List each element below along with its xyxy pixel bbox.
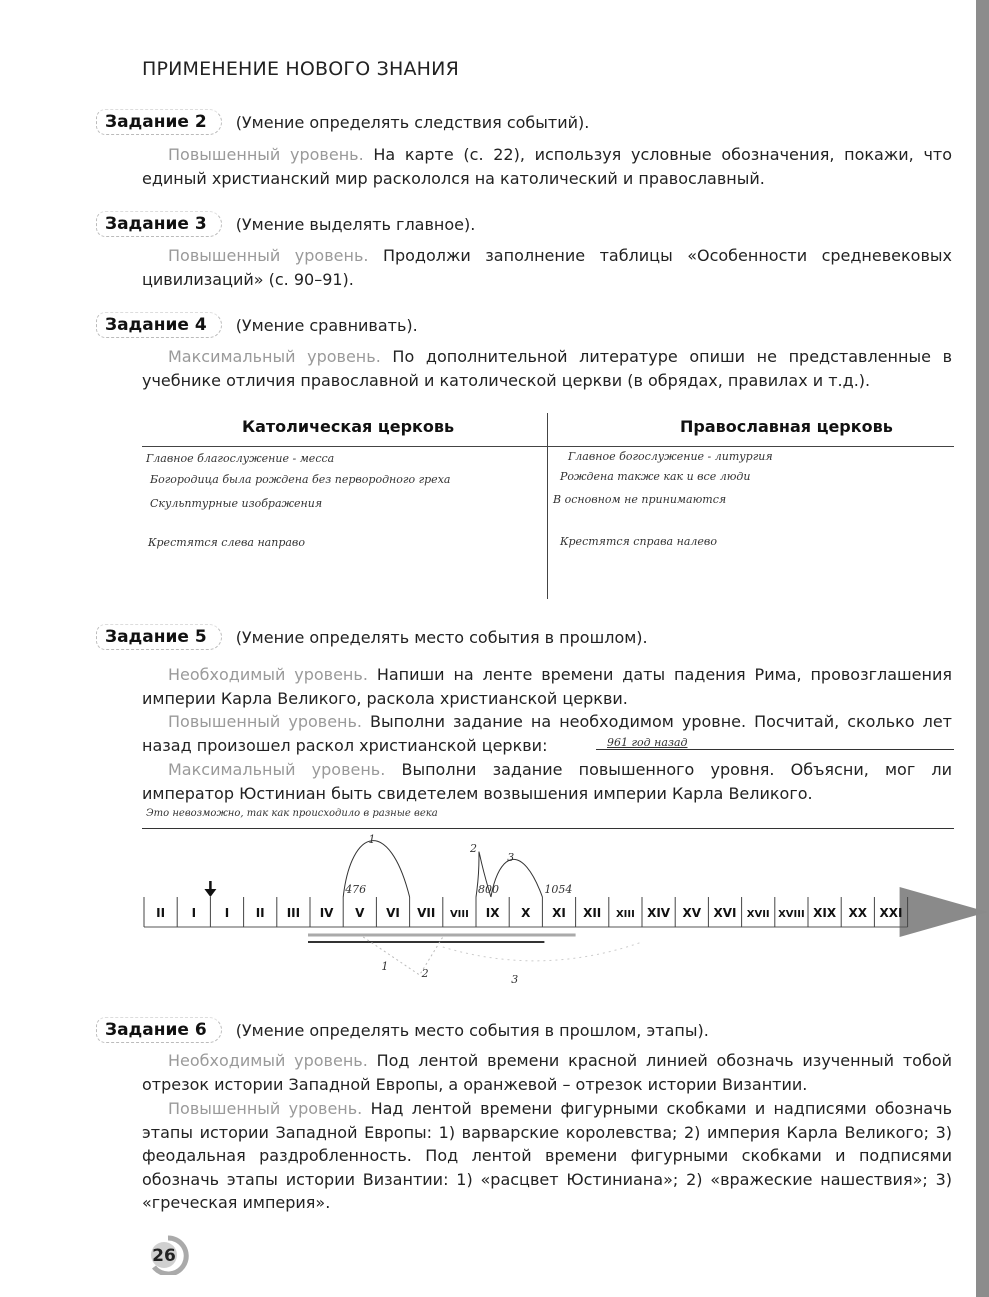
task-skill: (Умение выделять главное). (235, 214, 476, 234)
task-label: Задание 5 (96, 624, 222, 650)
upper-brace-label: 1 (368, 833, 376, 846)
century-label: IV (319, 906, 334, 920)
century-label: VIII (449, 909, 469, 920)
upper-brace-label: 3 (507, 851, 515, 864)
task-instruction: Выполни задание на необходимом уровне. Посчитай, сколько лет назад произошел раскол христианской церкви: (142, 712, 952, 755)
century-label: XX (848, 906, 868, 920)
answer-rule (142, 828, 954, 829)
lower-brace-label: 2 (421, 967, 429, 980)
century-label: V (355, 906, 365, 920)
task-5-header (96, 622, 648, 652)
task-skill: (Умение определять место события в прошлом, этапы). (235, 1020, 709, 1040)
timeline-arrowhead (900, 887, 988, 937)
century-label: XVIII (778, 909, 805, 920)
lower-brace-label: 1 (381, 960, 389, 973)
orthodox-answer[interactable]: Рождена также как и все люди (560, 470, 751, 483)
page-edge (976, 0, 989, 1297)
task-skill: (Умение определять следствия событий). (235, 112, 590, 132)
task-skill: (Умение сравнивать). (235, 315, 418, 335)
task-instruction: Под лентой времени красной линией обозначь изученный тобой отрезок истории Западной Европы, а оранжевой – отрезок истории Византии. (142, 1051, 952, 1094)
level-label: Необходимый уровень. (168, 1051, 368, 1070)
century-label: II (255, 906, 265, 920)
handwritten-date: 476 (345, 883, 367, 896)
level-label: Повышенный уровень. (168, 246, 369, 265)
page-number-badge (146, 1235, 190, 1275)
answer-years-ago[interactable]: 961 год назад (607, 736, 688, 749)
upper-brace-label: 2 (470, 842, 477, 855)
task-6-header (96, 1015, 709, 1045)
task-4-header (96, 310, 418, 340)
catholic-answer[interactable]: Крестятся слева направо (148, 536, 305, 549)
century-label: III (286, 906, 301, 920)
timeline (0, 830, 989, 1000)
task-skill: (Умение определять место события в прошлом). (235, 627, 648, 647)
century-label: II (156, 906, 166, 920)
orthodox-answer[interactable]: Крестятся справа налево (560, 535, 717, 548)
arrow-down-icon (204, 889, 216, 897)
task-instruction: Выполни задание повышенного уровня. Объясни, мог ли император Юстиниан быть свидетелем возвышения империи Карла Великого. (142, 760, 953, 803)
century-label: X (521, 906, 531, 920)
answer-line (596, 749, 954, 750)
lower-brace (443, 942, 642, 961)
task-3-header (96, 209, 475, 239)
century-label: XV (682, 906, 702, 920)
level-label: Необходимый уровень. (168, 665, 368, 684)
century-label: XI (552, 906, 566, 920)
century-label: XIV (647, 906, 671, 920)
task-3-text (142, 244, 952, 291)
century-label: VI (386, 906, 400, 920)
task-6-text-2 (142, 1097, 952, 1215)
task-label: Задание 3 (96, 211, 222, 237)
comparison-table (142, 413, 954, 599)
century-label: XVII (746, 909, 770, 920)
task-2-header (96, 107, 589, 137)
answer-justinian[interactable]: Это невозможно, так как происходило в разные века (146, 808, 438, 819)
level-label: Повышенный уровень. (168, 145, 364, 164)
catholic-answer[interactable]: Главное благослужение - месса (146, 452, 335, 465)
task-instruction: Продолжи заполнение таблицы «Особенности средневековых цивилизаций» (с. 90–91). (142, 246, 952, 289)
table-column-divider (547, 413, 548, 599)
level-label: Повышенный уровень. (168, 1099, 363, 1118)
orthodox-answer[interactable]: В основном не принимаются (553, 493, 727, 506)
level-label: Повышенный уровень. (168, 712, 363, 731)
catholic-answer[interactable]: Богородица была рождена без первородного греха (150, 473, 451, 486)
level-label: Максимальный уровень. (168, 347, 381, 366)
handwritten-date: 1054 (544, 883, 573, 896)
century-label: IX (485, 906, 500, 920)
century-label: I (191, 906, 197, 920)
orthodox-answer[interactable]: Главное богослужение - литургия (568, 450, 773, 463)
century-label: I (224, 906, 230, 920)
century-label: XIX (813, 906, 837, 920)
task-2-text (142, 143, 952, 190)
task-label: Задание 4 (96, 312, 222, 338)
century-label: XXI (879, 906, 903, 920)
task-4-text (142, 345, 952, 392)
table-header-orthodox: Православная церковь (680, 417, 893, 436)
page-number: 26 (152, 1246, 176, 1266)
lower-brace-label: 3 (511, 973, 519, 986)
task-instruction: По дополнительной литературе опиши не представленные в учебнике отличия православной и католической церкви (в обрядах, правилах и т.д.). (142, 347, 952, 390)
table-divider (142, 446, 954, 447)
level-label: Максимальный уровень. (168, 760, 386, 779)
table-header-catholic: Католическая церковь (242, 417, 455, 436)
task-6-text-1 (142, 1049, 952, 1096)
task-5-text-1 (142, 663, 952, 710)
section-title: ПРИМЕНЕНИЕ НОВОГО ЗНАНИЯ (142, 58, 459, 80)
handwritten-date: 800 (478, 883, 499, 896)
task-label: Задание 6 (96, 1017, 222, 1043)
century-label: XVI (713, 906, 737, 920)
century-label: VII (417, 906, 436, 920)
catholic-answer[interactable]: Скульптурные изображения (150, 497, 323, 510)
task-instruction: Над лентой времени фигурными скобками и надписями обозначь этапы истории Западной Европы: 1) варварские королевства; 2) империя Карла Великого; 3) феодальная раздробленность. Под лентой времени фигурными скобками и подписями обозначь этапы истории Византии: 1) «расцвет Юстиниана»; 2) «вражеские нашествия»; 3) «греческая империя». (142, 1099, 952, 1212)
century-label: XIII (615, 909, 635, 920)
task-label: Задание 2 (96, 109, 222, 135)
task-instruction: Напиши на ленте времени даты падения Рима, провозглашения империи Карла Великого, раскола христианской церкви. (142, 665, 953, 708)
task-instruction: На карте (с. 22), используя условные обозначения, покажи, что единый христианский мир раскололся на католический и православный. (142, 145, 952, 188)
task-5-text-3 (142, 758, 952, 805)
century-label: XII (583, 906, 602, 920)
